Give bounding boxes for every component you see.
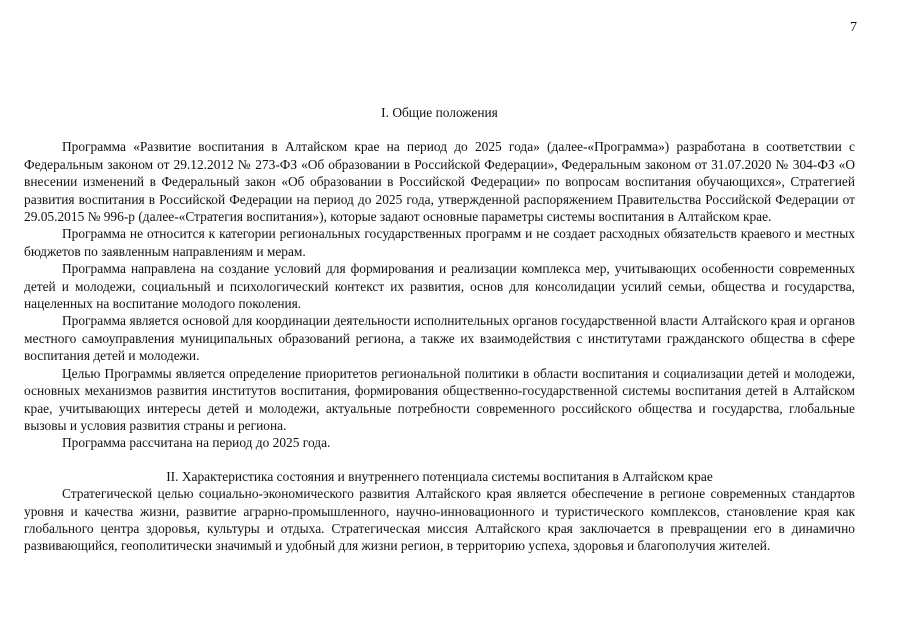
section-2-heading: II. Характеристика состояния и внутреннего потенциала системы воспитания в Алтайском крае — [166, 468, 713, 484]
section-1-paragraph: Программа рассчитана на период до 2025 года. — [62, 435, 331, 451]
document-body — [24, 104, 855, 555]
section-1-paragraph: Программа не относится к категории региональных государственных программ и не создает расходных обязательств краевого и местных бюджетов по заявленным направлениям и мерам. — [24, 226, 855, 259]
section-1-paragraph: Программа является основой для координации деятельности исполнительных органов государственной власти Алтайского края и органов местного самоуправления муниципальных образований региона, а также их взаимодействия с институтами гражданского общества в сфере воспитания детей и молодежи. — [24, 313, 855, 364]
section-2-paragraph: Стратегической целью социально-экономического развития Алтайского края является обеспечение в регионе современных стандартов уровня и качества жизни, развитие аграрно-промышленного, научно-инновационного и туристического комплексов, становление края как глобального центра здоровья, культуры и отдыха. Стратегическая миссия Алтайского края заключается в превращении его в динамично развивающийся, геополитически значимый и удобный для жизни регион, в территорию успеха, здоровья и благополучия жителей. — [24, 486, 855, 554]
page-number: 7 — [850, 20, 857, 35]
section-1-paragraph: Программа направлена на создание условий для формирования и реализации комплекса мер, учитывающих особенности современных детей и молодежи, социальный и психологический контекст их развития, основ для консолидации усилий семьи, общества и государства, нацеленных на воспитание молодого поколения. — [24, 261, 855, 312]
section-1-paragraph: Программа «Развитие воспитания в Алтайском крае на период до 2025 года» (далее-«Программа») разработана в соответствии с Федеральным законом от 29.12.2012 № 273-ФЗ «Об образовании в Российской Федерации», Федеральным законом от 31.07.2020 № 304-ФЗ «О внесении изменений в Федеральный закон «Об образовании в Российской Федерации» по вопросам воспитания обучающихся», Стратегией развития воспитания в Российской Федерации на период до 2025 года, утвержденной распоряжением Правительства Российской Федерации от 29.05.2015 № 996-р (далее-«Стратегия воспитания»), которые задают основные параметры системы воспитания в Алтайском крае. — [24, 139, 855, 225]
section-1-heading: I. Общие положения — [381, 105, 498, 120]
section-1-paragraph: Целью Программы является определение приоритетов региональной политики в области воспитания и социализации детей и молодежи, основных механизмов развития институтов воспитания, формирования общественно-государственной системы воспитания детей в Алтайском крае, учитывающих интересы детей и молодежи, актуальные потребности современного российского общества и государства, глобальные вызовы и условия развития страны и региона. — [24, 365, 855, 433]
